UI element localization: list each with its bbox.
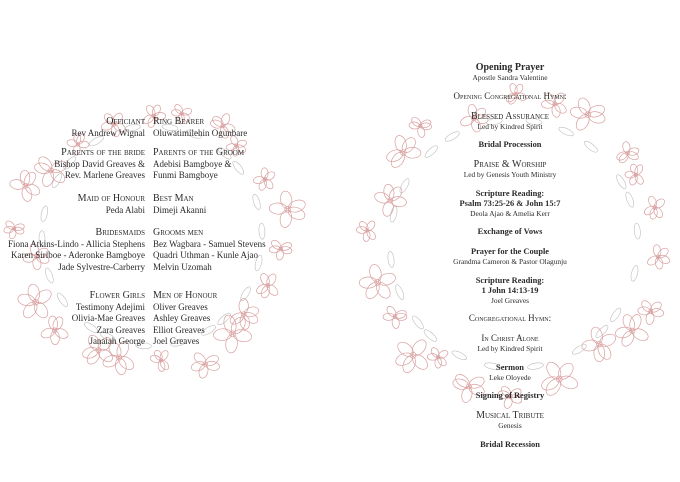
party-group [0,193,340,216]
service-item-leader: Deola Ajao & Amelia Kerr [470,208,550,218]
service-item [340,226,680,237]
party-row [0,239,340,251]
service-item-leader: Led by Kindred Spirit [477,344,543,353]
party-row [0,325,340,337]
service-item [340,62,680,83]
person-name: Ashley Greaves [153,313,211,324]
role-label: Men of Honour [153,290,218,301]
party-group [0,290,340,348]
person-name: Zara Greaves [96,324,145,335]
service-item [340,410,680,431]
service-item [340,313,680,324]
service-item-title: Signing of Registry [475,391,545,400]
service-item [340,246,680,267]
person-name: Testimony Adejimi [75,301,145,312]
role-label: Bridesmaids [95,227,145,238]
person-name: Karen Siriboe - Aderonke Bamgboye [11,250,145,261]
party-row [0,128,340,140]
party-group [0,227,340,273]
service-item [340,159,680,180]
service-item [340,139,680,150]
party-row [0,193,340,205]
party-row [0,336,340,348]
party-row [0,170,340,182]
person-name: Jade Sylvestre-Carberry [58,261,145,272]
flower-icon [190,351,220,379]
party-row [0,147,340,159]
scripture-reference: 1 John 14:13-19 [481,285,539,295]
service-item-leader: Led by Genesis Youth Ministry [463,170,557,179]
person-name: Peda Alabi [105,204,145,215]
party-row [0,290,340,302]
role-label: Parents of the bride [61,147,145,158]
person-name: Adebisi Bamgboye & [153,158,232,169]
person-name: Quadri Uthman - Kunle Ajao [153,250,258,261]
service-item-leader: Apostle Sandra Valentine [472,73,548,82]
person-name: Rev. Marlene Greaves [64,170,145,181]
service-item-title: Opening Prayer [475,62,545,73]
service-item-title: Congregational Hymn: [468,313,552,323]
service-item-title: Praise & Worship [473,159,547,170]
person-name: Rev Andrew Wignal [71,127,145,138]
service-item-title: Bridal Procession [478,140,542,149]
scripture-reference: Psalm 73:25-26 & John 15:7 [459,198,561,208]
party-row [0,302,340,314]
service-item-leader: Grandma Cameron & Pastor Olagunju [453,257,567,266]
role-label: Flower Girls [89,290,145,301]
service-item-leader: Joel Greaves [491,295,529,305]
service-item-title: In Christ Alone [481,333,539,343]
party-row [0,250,340,262]
party-group [0,147,340,182]
service-item [340,439,680,450]
service-item-title: Prayer for the Couple [470,247,550,256]
person-name: Dimeji Akanni [153,204,207,215]
person-name: Bez Wagbara - Samuel Stevens [153,238,266,249]
role-label: Officiant [106,116,145,127]
service-item-leader: Leke Oloyede [489,372,531,382]
service-item-title: Blessed Assurance [470,110,550,122]
role-label: Ring Bearer [153,116,205,127]
person-name: Fiona Atkins-Lindo - Allicia Stephens [8,238,145,249]
service-item [340,390,680,401]
party-row [0,159,340,171]
service-item-title: Exchange of Vows [477,227,543,236]
service-item-title: Scripture Reading: [475,188,545,198]
order-of-service [340,62,680,459]
party-row [0,313,340,325]
person-name: Janaiah George [89,336,145,347]
role-label: Parents of the Groom [153,147,245,158]
service-item [340,333,680,354]
party-row [0,227,340,239]
person-name: Olivia-Mae Greaves [71,313,145,324]
service-item-leader: Genesis [498,421,522,430]
party-row [0,205,340,217]
role-label: Grooms men [153,227,204,238]
service-item [340,275,680,306]
person-name: Oliver Greaves [153,301,208,312]
person-name: Elliot Greaves [153,324,205,335]
service-item-title: Bridal Recession [480,439,540,449]
right-page [340,0,680,482]
person-name: Bishop David Greaves & [54,158,145,169]
service-item-title: Sermon [496,362,524,372]
flower-icon [149,349,170,372]
person-name: Melvin Uzomah [153,261,212,272]
party-row [0,116,340,128]
role-label: Best Man [153,193,194,204]
service-item [340,111,680,132]
person-name: Joel Greaves [153,336,200,347]
service-item-title: Musical Tribute [476,410,544,421]
person-name: Funmi Bamgboye [153,170,218,181]
service-item [340,188,680,219]
service-item-title: Scripture Reading: [475,275,545,285]
role-label: Maid of Honour [77,193,145,204]
party-row [0,262,340,274]
person-name: Oluwatimilehin Ogunbare [153,127,248,138]
service-item-title: Opening Congregational Hymn: [453,90,567,101]
service-item [340,362,680,383]
service-item [340,91,680,102]
party-group [0,116,340,139]
service-item-leader: Led by Kindred Spirit [477,121,543,131]
